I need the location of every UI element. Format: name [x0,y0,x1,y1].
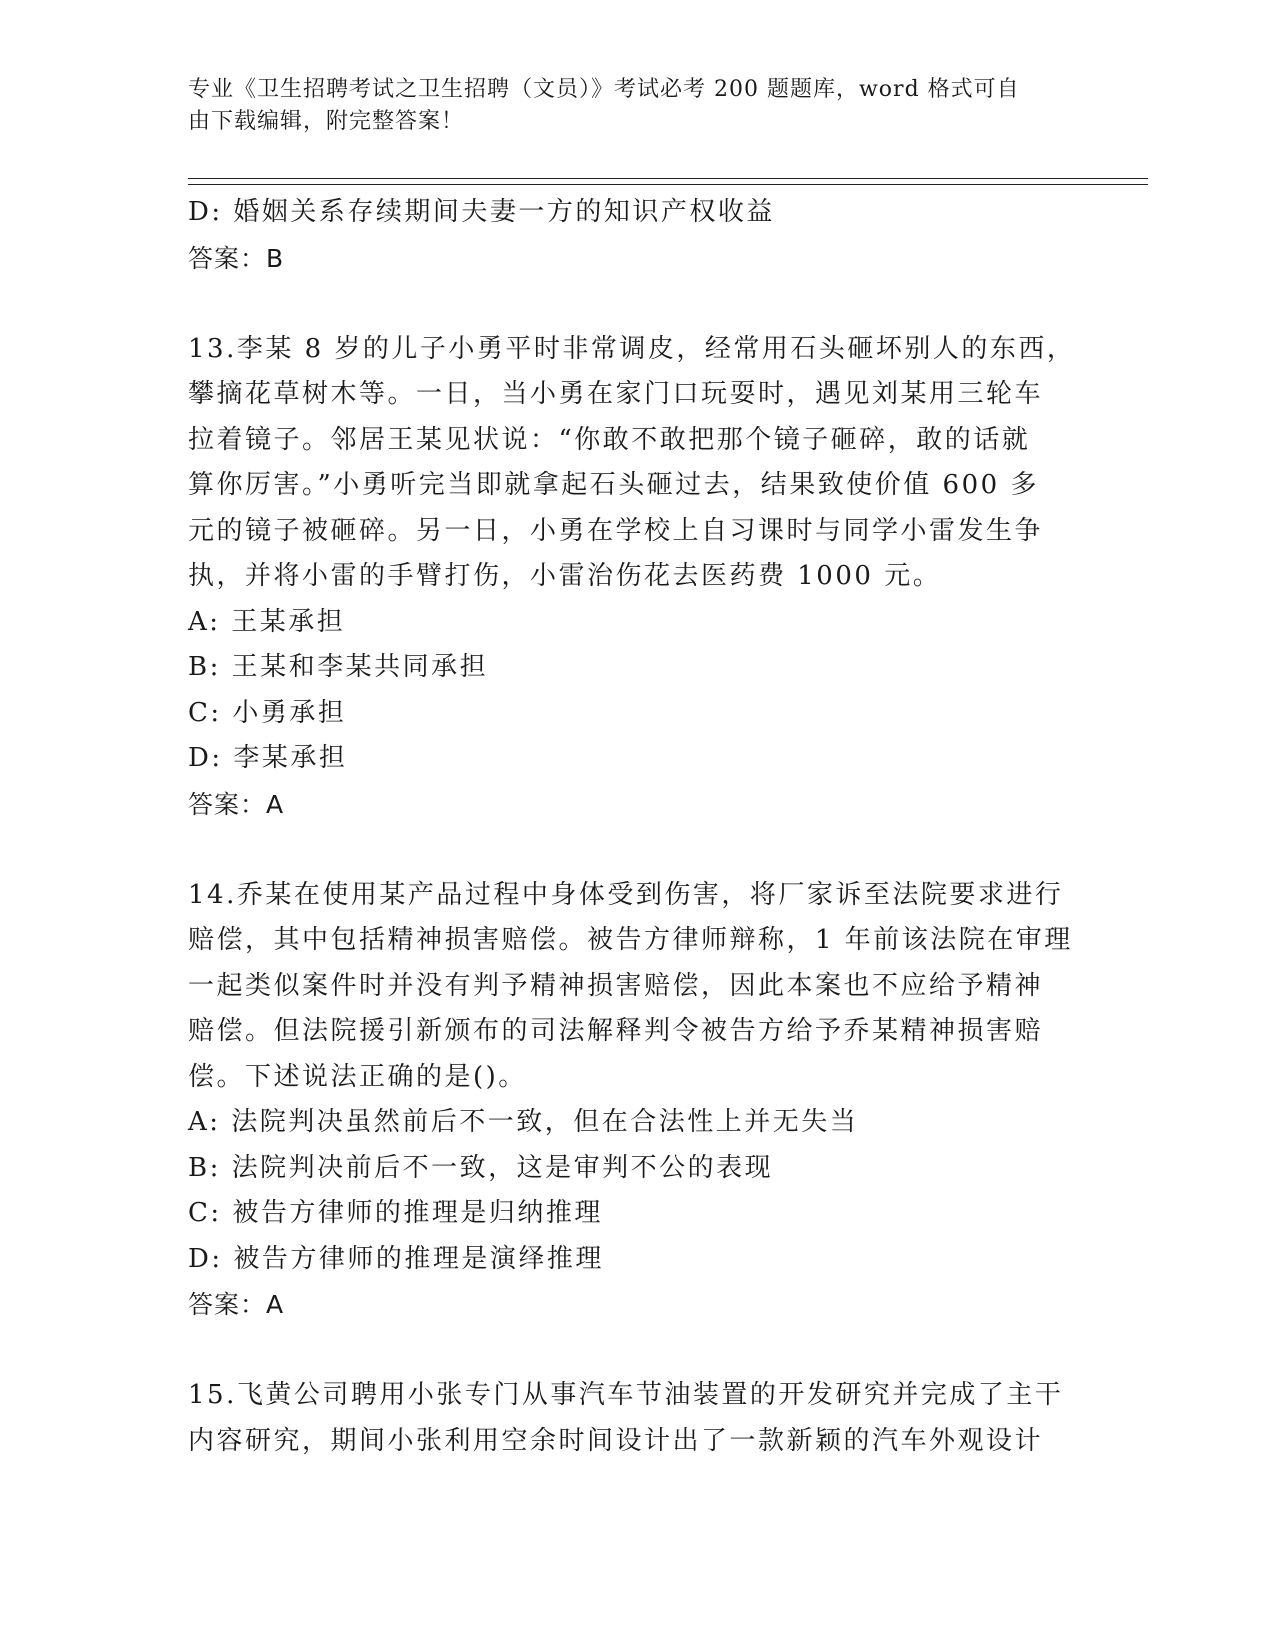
header-line-2: 由下载编辑，附完整答案！ [188,109,465,134]
q14-option-d: D: 被告方律师的推理是演绎推理 [188,1243,604,1274]
q14-stem-line: 14.乔某在使用某产品过程中身体受到伤害，将厂家诉至法院要求进行 [188,879,1064,910]
document-body [188,190,1088,1464]
q14-option-b: B: 法院判决前后不一致，这是审判不公的表现 [188,1152,774,1183]
q13-option-c: C: 小勇承担 [188,697,347,728]
q14-option-c: C: 被告方律师的推理是归纳推理 [188,1198,603,1228]
q13-stem-line: 攀摘花草树木等。一日，当小勇在家门口玩耍时，遇见刘某用三轮车 [188,379,1044,409]
q14-option-a: A: 法院判决虽然前后不一致，但在合法性上并无失当 [188,1107,859,1137]
q14-stem-line: 赔偿。但法院援引新颁布的司法解释判令被告方给予乔某精神损害赔 [188,1016,1044,1046]
question-14-stem [188,873,1088,1101]
q14-stem-line: 一起类似案件时并没有判予精神损害赔偿，因此本案也不应给予精神 [188,970,1044,1001]
header-rule-top [188,178,1148,179]
q13-option-b: B: 王某和李某共同承担 [188,652,489,682]
q14-answer: 答案：A [188,1290,285,1319]
header-rule-bottom [188,184,1148,185]
q13-answer: 答案：A [188,789,285,819]
q13-stem-line: 算你厉害。”小勇听完当即就拿起石头砸过去，结果致使价值 600 多 [188,470,1039,500]
q13-stem-line: 元的镜子被砸碎。另一日，小勇在学校上自习课时与同学小雷发生争 [188,515,1044,546]
prev-answer: 答案：B [188,243,285,273]
q13-option-d: D: 李某承担 [188,743,348,773]
header-line-1: 专业《卫生招聘考试之卫生招聘（文员）》考试必考 200 题题库，word 格式可自 [188,77,1020,102]
q15-stem-line: 15.飞黄公司聘用小张专门从事汽车节油装置的开发研究并完成了主干 [188,1380,1064,1410]
q14-stem-line: 偿。下述说法正确的是()。 [188,1061,527,1092]
q15-stem-line: 内容研究，期间小张利用空余时间设计出了一款新颖的汽车外观设计 [188,1425,1044,1456]
page-header [188,74,1068,138]
q13-option-a: A: 王某承担 [188,606,346,637]
question-13-stem [188,327,1088,600]
q13-stem-line: 拉着镜子。邻居王某见状说：“你敢不敢把那个镜子砸碎，敢的话就 [188,424,1031,455]
q13-stem-line: 13.李某 8 岁的儿子小勇平时非常调皮，经常用石头砸坏别人的东西， [188,333,1076,364]
q14-stem-line: 赔偿，其中包括精神损害赔偿。被告方律师辩称，1 年前该法院在审理 [188,925,1073,955]
prev-option-d: D: 婚姻关系存续期间夫妻一方的知识产权收益 [188,197,775,227]
q13-stem-line: 执，并将小雷的手臂打伤，小雷治伤花去医药费 1000 元。 [188,561,942,591]
question-15-stem [188,1373,1088,1464]
